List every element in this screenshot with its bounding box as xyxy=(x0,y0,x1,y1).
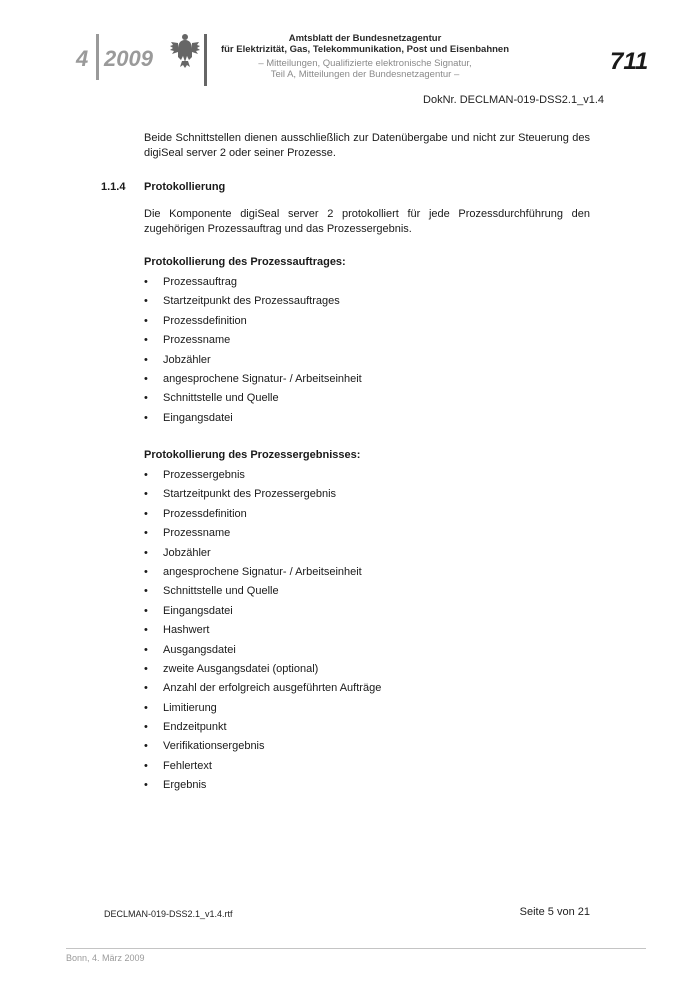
list-item: • Limitierung xyxy=(144,701,590,720)
list-item: • Schnittstelle und Quelle xyxy=(144,584,590,603)
list-item: • Fehlertext xyxy=(144,759,590,778)
list-item: • Anzahl der erfolgreich ausgeführten Aufträge xyxy=(144,681,590,700)
page-number: 711 xyxy=(610,48,649,75)
gazette-title-line2: für Elektrizität, Gas, Telekommunikation, Post und Eisenbahnen xyxy=(220,44,510,55)
gazette-subtitle-line2: Teil A, Mitteilungen der Bundesnetzagentur – xyxy=(270,69,460,80)
section-number: 1.1.4 xyxy=(101,181,126,193)
list-item: • Jobzähler xyxy=(144,353,590,372)
gazette-subtitle-line1: – Mitteilungen, Qualifizierte elektronische Signatur, xyxy=(258,58,472,69)
list1 xyxy=(144,275,590,430)
list-item: • Eingangsdatei xyxy=(144,411,590,430)
list-item: • Prozessdefinition xyxy=(144,314,590,333)
issue-year: 2009 xyxy=(104,46,153,71)
list-item: • angesprochene Signatur- / Arbeitseinheit xyxy=(144,372,590,391)
list-item: • zweite Ausgangsdatei (optional) xyxy=(144,662,590,681)
list-item: • Ergebnis xyxy=(144,778,590,797)
header-divider xyxy=(204,34,207,86)
gazette-title xyxy=(215,33,515,55)
federal-eagle-icon xyxy=(170,30,200,70)
list-item: • Prozessname xyxy=(144,526,590,545)
section-title: Protokollierung xyxy=(144,181,226,193)
footer-page-info: Seite 5 von 21 xyxy=(519,906,590,918)
list-item: • Prozessdefinition xyxy=(144,507,590,526)
list-item: • Prozessergebnis xyxy=(144,468,590,487)
section-paragraph: Die Komponente digiSeal server 2 protokolliert für jede Prozessdurchführung den zugehörigen Prozessauftrag und das Prozessergebnis. xyxy=(144,208,590,235)
list-item: • Prozessname xyxy=(144,333,590,352)
footer-divider xyxy=(66,948,646,949)
list2-heading: Protokollierung des Prozessergebnisses: xyxy=(144,449,361,461)
list2 xyxy=(144,468,590,798)
list-item: • Startzeitpunkt des Prozessauftrages xyxy=(144,294,590,313)
issue-number: 4 xyxy=(76,46,89,71)
list-item: • Hashwert xyxy=(144,623,590,642)
document-reference: DokNr. DECLMAN-019-DSS2.1_v1.4 xyxy=(423,94,604,106)
footer-place-date: Bonn, 4. März 2009 xyxy=(66,953,145,963)
list-item: • Eingangsdatei xyxy=(144,604,590,623)
issue-divider xyxy=(96,34,99,80)
list-item: • Schnittstelle und Quelle xyxy=(144,391,590,410)
list-item: • Startzeitpunkt des Prozessergebnis xyxy=(144,487,590,506)
list1-heading: Protokollierung des Prozessauftrages: xyxy=(144,256,346,268)
gazette-subtitle xyxy=(215,58,515,80)
list-item: • Endzeitpunkt xyxy=(144,720,590,739)
intro-paragraph: Beide Schnittstellen dienen ausschließlich zur Datenübergabe und nicht zur Steuerung des digiSeal server 2 oder seiner Prozesse. xyxy=(144,132,590,159)
list-item: • angesprochene Signatur- / Arbeitseinheit xyxy=(144,565,590,584)
footer-file-name: DECLMAN-019-DSS2.1_v1.4.rtf xyxy=(104,909,233,919)
gazette-title-line1: Amtsblatt der Bundesnetzagentur xyxy=(288,33,442,44)
list-item: • Prozessauftrag xyxy=(144,275,590,294)
list-item: • Verifikationsergebnis xyxy=(144,739,590,758)
list-item: • Ausgangsdatei xyxy=(144,643,590,662)
list-item: • Jobzähler xyxy=(144,546,590,565)
